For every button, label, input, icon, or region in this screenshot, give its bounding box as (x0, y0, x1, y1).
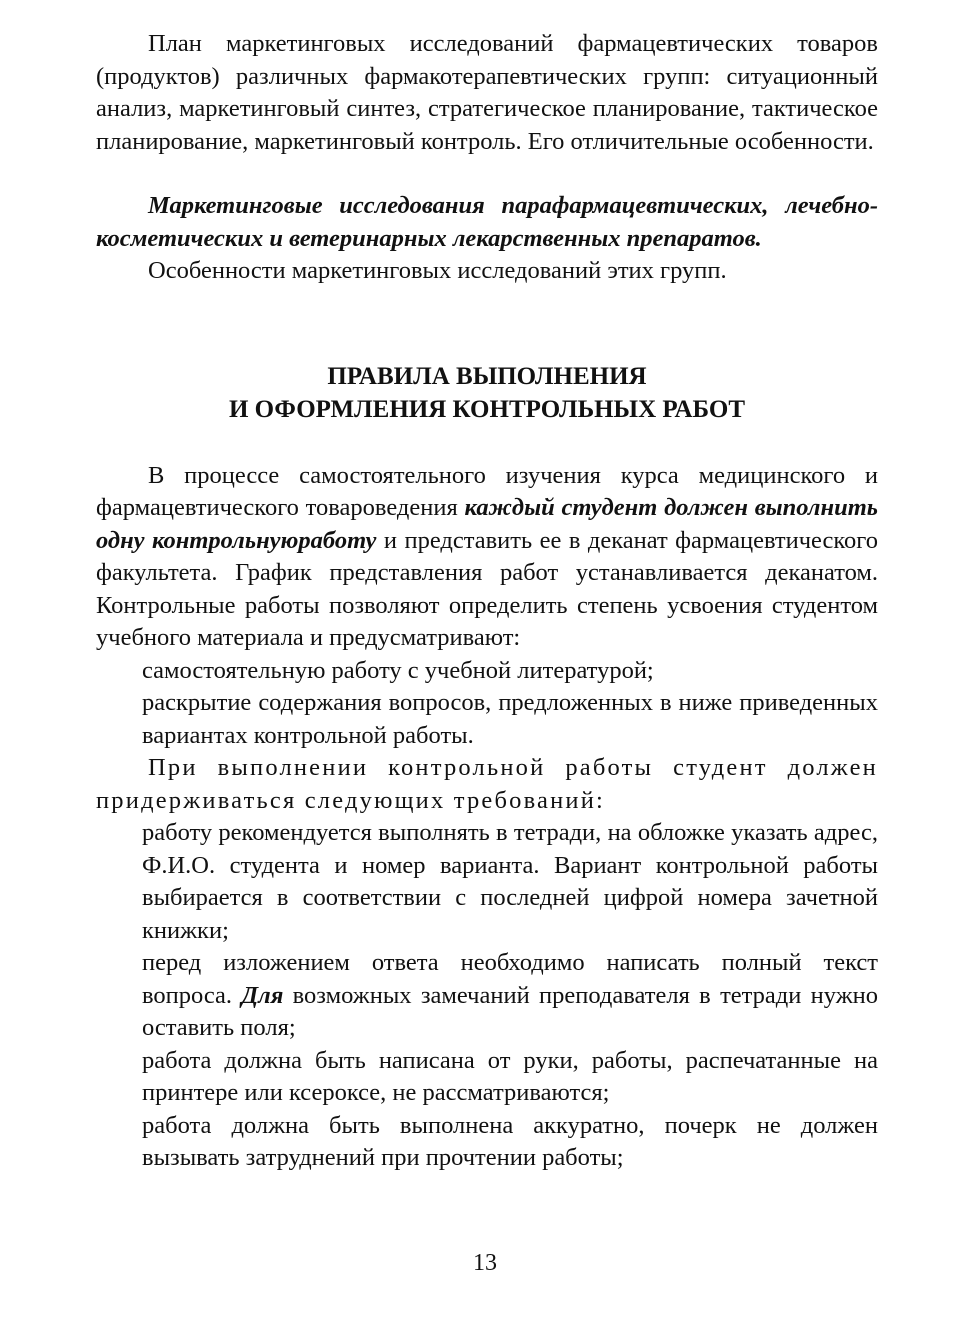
page-title-line-2: И ОФОРМЛЕНИЯ КОНТРОЛЬНЫХ РАБОТ (228, 395, 745, 423)
spacer (96, 158, 878, 190)
spacer (96, 288, 878, 360)
plan-paragraph: План маркетинговых исследований фармацевтических товаров (продуктов) различных фармакотерапевтических групп: ситуационный анализ, маркетинговый синтез, стратегическое планирование, тактическое планирование, маркетинговый контроль. Его отличительные особенности. (96, 30, 878, 155)
list-item: самостоятельную работу с учебной литературой; (142, 656, 654, 684)
requirements-intro: При выполнении контрольной работы студент должен придерживаться следующих требований: (96, 754, 878, 814)
requirement-item (96, 947, 878, 1045)
page-number: 13 (473, 1250, 497, 1276)
spacer (96, 426, 878, 460)
section-paragraph: Особенности маркетинговых исследований этих групп. (148, 257, 727, 284)
intro-paragraph (96, 460, 878, 655)
requirement-text: перед изложением ответа необходимо написать полный текст вопроса. (142, 949, 878, 1009)
intro-text-1: В процессе самостоятельного изучения курса медицинского и фармацевтического товароведения (96, 461, 878, 521)
requirement-text: возможных замечаний преподавателя в тетради нужно оставить поля; (142, 981, 879, 1041)
requirement-emphasis: Для (241, 981, 284, 1009)
requirement-item: работа должна быть выполнена аккуратно, почерк не должен вызывать затруднений при прочтении работы; (142, 1111, 878, 1171)
page-content (96, 28, 878, 1175)
requirement-item: работа должна быть написана от руки, работы, распечатанные на принтере или ксероксе, не рассматриваются; (142, 1046, 878, 1106)
list-item: раскрытие содержания вопросов, предложенных в ниже приведенных вариантах контрольной работы. (142, 689, 878, 749)
intro-emphasis: каждый студент должен выполнить одну контрольнуюработу (96, 494, 878, 554)
requirement-item: работу рекомендуется выполнять в тетради, на обложке указать адрес, Ф.И.О. студента и номер варианта. Вариант контрольной работы выбирается в соответствии с последней цифрой номера зачетной книжки; (142, 819, 878, 944)
intro-text-2: и представить ее в деканат фармацевтического факультета. График представления работ устанавливается деканатом. Контрольные работы позволяют определить степень усвоения студентом учебного материала и предусматривают: (96, 526, 878, 651)
page-title-line-1: ПРАВИЛА ВЫПОЛНЕНИЯ (327, 362, 647, 390)
section-heading: Маркетинговые исследования парафармацевтических, лечебно-косметических и ветеринарных лекарственных препаратов. (96, 192, 878, 252)
